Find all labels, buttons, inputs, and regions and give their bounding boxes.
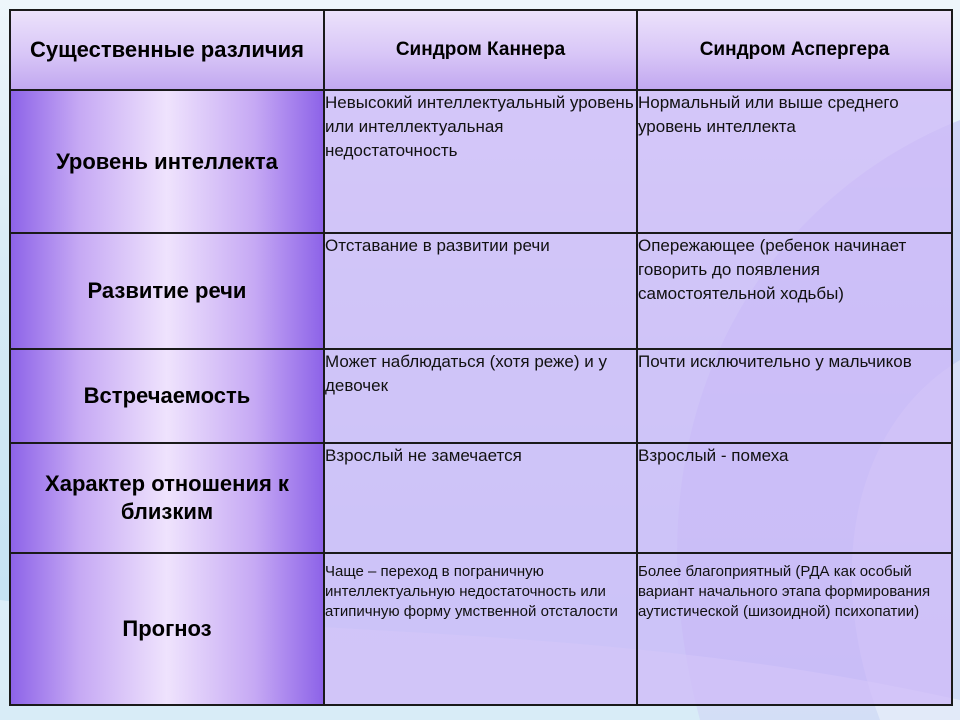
table-row: [10, 349, 952, 443]
row-label: Встречаемость: [10, 349, 324, 443]
kanner-cell: Может наблюдаться (хотя реже) и у девочек: [324, 349, 637, 443]
kanner-cell: Невысокий интеллектуальный уровень или интеллектуальная недостаточность: [324, 90, 637, 233]
asperger-cell: Более благоприятный (РДА как особый вариант начального этапа формирования аутистической (шизоидной) психопатии): [637, 553, 952, 705]
row-label: Характер отношения к близким: [10, 443, 324, 553]
header-kanner: Синдром Каннера: [324, 10, 637, 90]
header-differences: Существенные различия: [10, 10, 324, 90]
comparison-table: [9, 9, 953, 706]
kanner-cell: Чаще – переход в пограничную интеллектуальную недостаточность или атипичную форму умственной отсталости: [324, 553, 637, 705]
row-label: Прогноз: [10, 553, 324, 705]
row-label: Развитие речи: [10, 233, 324, 349]
header-asperger: Синдром Аспергера: [637, 10, 952, 90]
kanner-cell: Взрослый не замечается: [324, 443, 637, 553]
asperger-cell: Почти исключительно у мальчиков: [637, 349, 952, 443]
table-row: [10, 233, 952, 349]
table-row: [10, 90, 952, 233]
table-row: [10, 553, 952, 705]
asperger-cell: Нормальный или выше среднего уровень интеллекта: [637, 90, 952, 233]
header-row: [10, 10, 952, 90]
asperger-cell: Взрослый - помеха: [637, 443, 952, 553]
table-row: [10, 443, 952, 553]
row-label: Уровень интеллекта: [10, 90, 324, 233]
asperger-cell: Опережающее (ребенок начинает говорить до появления самостоятельной ходьбы): [637, 233, 952, 349]
kanner-cell: Отставание в развитии речи: [324, 233, 637, 349]
